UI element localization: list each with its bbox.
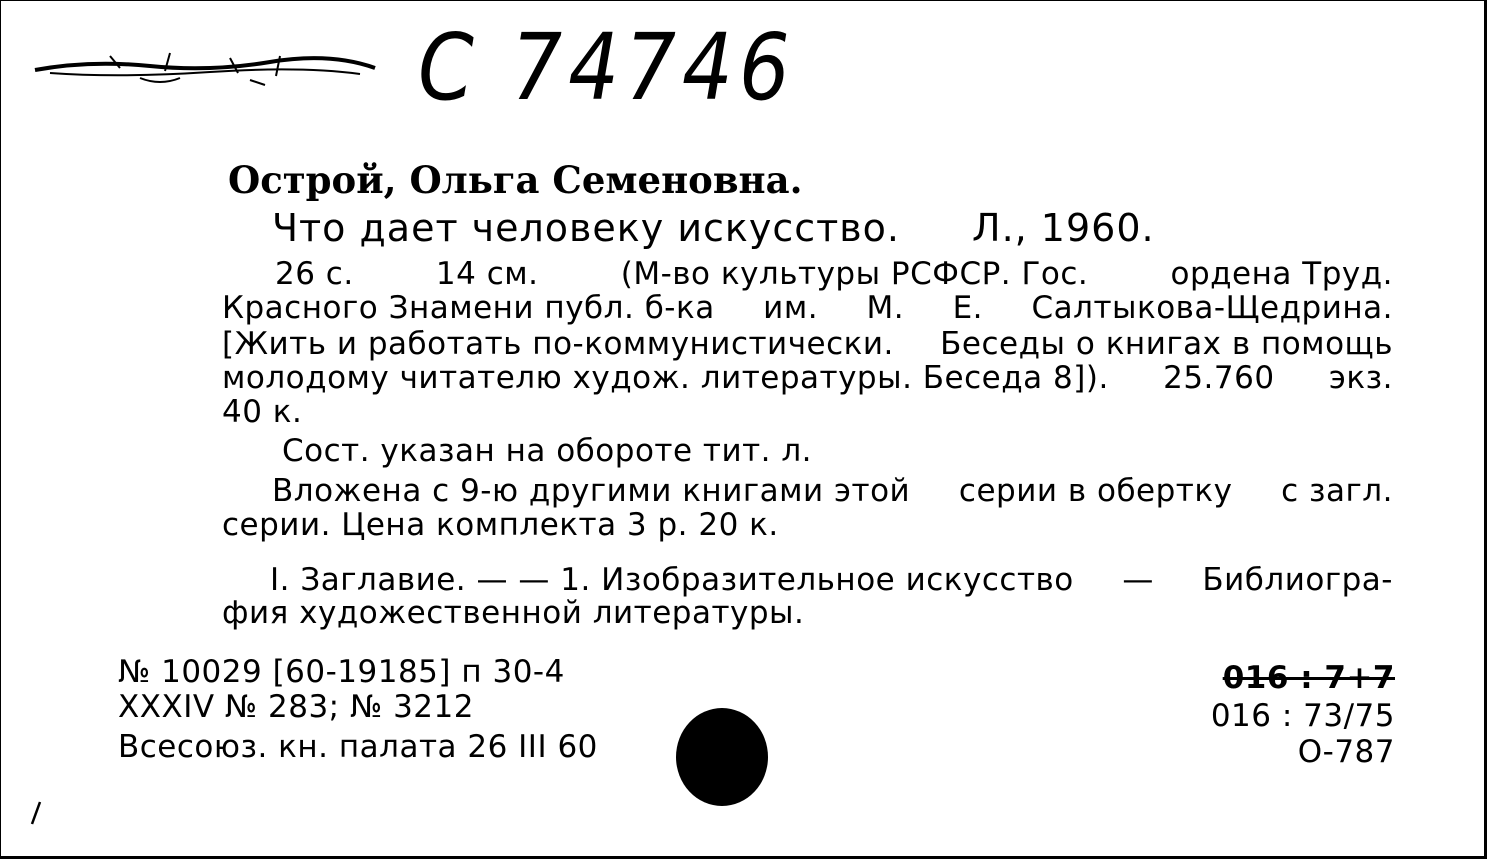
imprint: Л., 1960.: [972, 206, 1155, 250]
old-classification: 016 : 7+7: [1222, 660, 1395, 696]
registry-line-1: № 10029 [60-19185] п 30-4: [118, 654, 565, 690]
registry-line-3: Всесоюз. кн. палата 26 III 60: [118, 729, 598, 765]
subject-entry: —: [1122, 562, 1154, 598]
description-line-4: [222, 362, 1393, 395]
print-run: 25.760: [1163, 360, 1275, 396]
punch-hole: [676, 708, 768, 806]
classification-index: 016 : 73/75: [1210, 698, 1395, 734]
series-part: молодому читателю худож. литературы. Беседа 8]).: [222, 360, 1109, 396]
description-line-3: [222, 328, 1393, 361]
publisher-part: Красного Знамени публ. б-ка: [222, 290, 715, 326]
publisher-part: (М-во культуры РСФСР. Гос.: [620, 256, 1089, 292]
note-compiler: Сост. указан на обороте тит. л.: [282, 433, 813, 469]
subjects-line-2: фия художественной литературы.: [222, 595, 805, 631]
publisher-part: Е.: [952, 290, 984, 326]
subject-entry: I. Заглавие. — — 1. Изобразительное искусство: [270, 562, 1074, 598]
note-enclosure-line-1: [272, 475, 1393, 508]
subjects-line-1: [270, 564, 1393, 597]
book-title: Что дает человеку искусство.: [272, 206, 901, 250]
registry-line-2: XXXIV № 283; № 3212: [118, 689, 474, 725]
shelfmark: С 74746: [418, 14, 796, 121]
note-part: Вложена с 9-ю другими книгами этой: [272, 473, 911, 509]
series-part: Беседы о книгах в помощь: [940, 326, 1393, 362]
description-line-1: [275, 258, 1393, 291]
title-line: [272, 206, 1155, 250]
dimensions: 14 см.: [435, 256, 539, 292]
price: 40 к.: [222, 394, 303, 430]
note-enclosure-line-2: серии. Цена комплекта 3 р. 20 к.: [222, 507, 779, 543]
publisher-part: М.: [866, 290, 905, 326]
print-run-unit: экз.: [1328, 360, 1393, 396]
series-part: [Жить и работать по-коммунистически.: [222, 326, 894, 362]
description-line-2: [222, 292, 1393, 325]
strikethrough-mark: [30, 48, 380, 98]
author-heading: Острой, Ольга Семеновна.: [228, 158, 803, 202]
pagination: 26 с.: [275, 256, 354, 292]
note-part: с загл.: [1281, 473, 1393, 509]
publisher-part: Салтыкова-Щедрина.: [1031, 290, 1393, 326]
note-part: серии в обертку: [958, 473, 1233, 509]
author-mark: О-787: [1297, 734, 1395, 770]
subject-entry: Библиогра-: [1202, 562, 1393, 598]
pencil-mark: [26, 800, 46, 826]
publisher-part: ордена Труд.: [1170, 256, 1393, 292]
publisher-part: им.: [763, 290, 819, 326]
